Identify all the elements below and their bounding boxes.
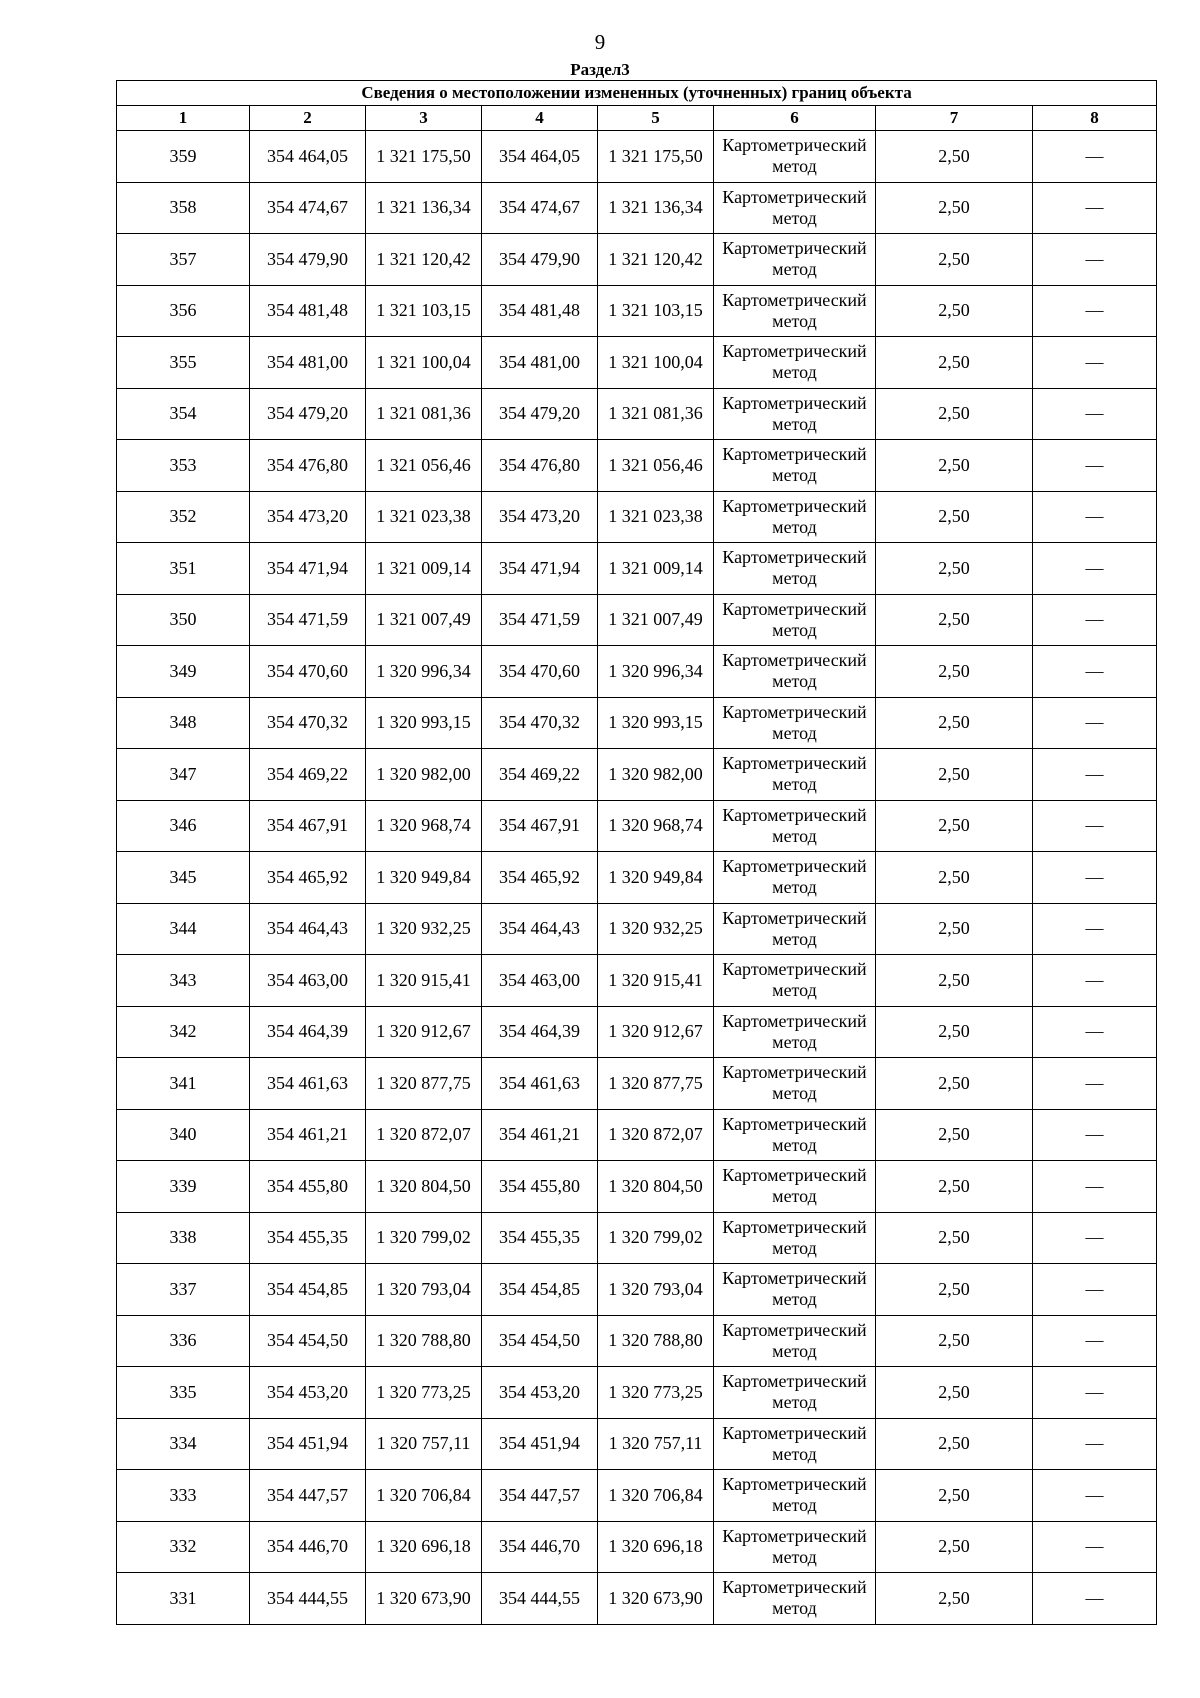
description-cell: — bbox=[1033, 749, 1157, 801]
y-old-cell: 1 320 773,25 bbox=[366, 1367, 482, 1419]
description-cell: — bbox=[1033, 182, 1157, 234]
y-new-cell: 1 321 081,36 bbox=[598, 388, 714, 440]
method-cell: Картометрический метод bbox=[714, 1109, 876, 1161]
accuracy-cell: 2,50 bbox=[876, 800, 1033, 852]
table-row bbox=[117, 285, 1157, 337]
section-title: Раздел3 bbox=[570, 60, 630, 79]
description-cell: — bbox=[1033, 594, 1157, 646]
accuracy-cell: 2,50 bbox=[876, 131, 1033, 183]
accuracy-cell: 2,50 bbox=[876, 697, 1033, 749]
y-new-cell: 1 320 872,07 bbox=[598, 1109, 714, 1161]
x-old-cell: 354 463,00 bbox=[250, 955, 366, 1007]
point-number-cell: 345 bbox=[117, 852, 250, 904]
method-cell: Картометрический метод bbox=[714, 1161, 876, 1213]
accuracy-cell: 2,50 bbox=[876, 955, 1033, 1007]
y-old-cell: 1 320 673,90 bbox=[366, 1573, 482, 1625]
y-new-cell: 1 320 799,02 bbox=[598, 1212, 714, 1264]
x-old-cell: 354 464,05 bbox=[250, 131, 366, 183]
method-cell: Картометрический метод bbox=[714, 388, 876, 440]
method-cell: Картометрический метод bbox=[714, 1264, 876, 1316]
y-new-cell: 1 320 773,25 bbox=[598, 1367, 714, 1419]
x-old-cell: 354 476,80 bbox=[250, 440, 366, 492]
table-row bbox=[117, 800, 1157, 852]
column-number-header: 8 bbox=[1033, 106, 1157, 131]
y-new-cell: 1 321 100,04 bbox=[598, 337, 714, 389]
y-old-cell: 1 320 996,34 bbox=[366, 646, 482, 698]
accuracy-cell: 2,50 bbox=[876, 1573, 1033, 1625]
x-new-cell: 354 461,63 bbox=[482, 1058, 598, 1110]
point-number-cell: 355 bbox=[117, 337, 250, 389]
method-cell: Картометрический метод bbox=[714, 234, 876, 286]
point-number-cell: 332 bbox=[117, 1521, 250, 1573]
method-cell: Картометрический метод bbox=[714, 800, 876, 852]
table-body bbox=[117, 131, 1157, 1625]
method-cell: Картометрический метод bbox=[714, 182, 876, 234]
y-new-cell: 1 321 023,38 bbox=[598, 491, 714, 543]
accuracy-cell: 2,50 bbox=[876, 543, 1033, 595]
page-number: 9 bbox=[594, 30, 606, 54]
y-old-cell: 1 320 912,67 bbox=[366, 1006, 482, 1058]
method-cell: Картометрический метод bbox=[714, 1573, 876, 1625]
x-old-cell: 354 461,63 bbox=[250, 1058, 366, 1110]
description-cell: — bbox=[1033, 388, 1157, 440]
y-old-cell: 1 321 009,14 bbox=[366, 543, 482, 595]
accuracy-cell: 2,50 bbox=[876, 646, 1033, 698]
method-cell: Картометрический метод bbox=[714, 1006, 876, 1058]
method-cell: Картометрический метод bbox=[714, 955, 876, 1007]
accuracy-cell: 2,50 bbox=[876, 285, 1033, 337]
description-cell: — bbox=[1033, 646, 1157, 698]
y-new-cell: 1 320 793,04 bbox=[598, 1264, 714, 1316]
y-new-cell: 1 320 982,00 bbox=[598, 749, 714, 801]
description-cell: — bbox=[1033, 1573, 1157, 1625]
y-old-cell: 1 321 120,42 bbox=[366, 234, 482, 286]
description-cell: — bbox=[1033, 285, 1157, 337]
x-old-cell: 354 446,70 bbox=[250, 1521, 366, 1573]
description-cell: — bbox=[1033, 852, 1157, 904]
method-cell: Картометрический метод bbox=[714, 1521, 876, 1573]
y-new-cell: 1 320 915,41 bbox=[598, 955, 714, 1007]
point-number-cell: 338 bbox=[117, 1212, 250, 1264]
y-new-cell: 1 320 673,90 bbox=[598, 1573, 714, 1625]
method-cell: Картометрический метод bbox=[714, 852, 876, 904]
point-number-cell: 339 bbox=[117, 1161, 250, 1213]
point-number-cell: 357 bbox=[117, 234, 250, 286]
method-cell: Картометрический метод bbox=[714, 646, 876, 698]
point-number-cell: 344 bbox=[117, 903, 250, 955]
x-old-cell: 354 473,20 bbox=[250, 491, 366, 543]
point-number-cell: 335 bbox=[117, 1367, 250, 1419]
table-row bbox=[117, 491, 1157, 543]
y-old-cell: 1 321 175,50 bbox=[366, 131, 482, 183]
method-cell: Картометрический метод bbox=[714, 1418, 876, 1470]
x-new-cell: 354 464,43 bbox=[482, 903, 598, 955]
table-row bbox=[117, 1212, 1157, 1264]
method-cell: Картометрический метод bbox=[714, 1058, 876, 1110]
table-row bbox=[117, 1521, 1157, 1573]
y-old-cell: 1 321 100,04 bbox=[366, 337, 482, 389]
x-old-cell: 354 451,94 bbox=[250, 1418, 366, 1470]
method-cell: Картометрический метод bbox=[714, 697, 876, 749]
x-old-cell: 354 455,80 bbox=[250, 1161, 366, 1213]
x-old-cell: 354 469,22 bbox=[250, 749, 366, 801]
y-new-cell: 1 320 932,25 bbox=[598, 903, 714, 955]
description-cell: — bbox=[1033, 1058, 1157, 1110]
method-cell: Картометрический метод bbox=[714, 440, 876, 492]
y-old-cell: 1 320 993,15 bbox=[366, 697, 482, 749]
y-old-cell: 1 320 804,50 bbox=[366, 1161, 482, 1213]
y-old-cell: 1 320 949,84 bbox=[366, 852, 482, 904]
accuracy-cell: 2,50 bbox=[876, 1161, 1033, 1213]
x-new-cell: 354 463,00 bbox=[482, 955, 598, 1007]
point-number-cell: 334 bbox=[117, 1418, 250, 1470]
accuracy-cell: 2,50 bbox=[876, 1058, 1033, 1110]
y-new-cell: 1 320 757,11 bbox=[598, 1418, 714, 1470]
accuracy-cell: 2,50 bbox=[876, 1109, 1033, 1161]
table-row bbox=[117, 337, 1157, 389]
x-new-cell: 354 481,00 bbox=[482, 337, 598, 389]
x-new-cell: 354 473,20 bbox=[482, 491, 598, 543]
method-cell: Картометрический метод bbox=[714, 594, 876, 646]
x-new-cell: 354 461,21 bbox=[482, 1109, 598, 1161]
table-row bbox=[117, 903, 1157, 955]
x-new-cell: 354 451,94 bbox=[482, 1418, 598, 1470]
column-number-header: 7 bbox=[876, 106, 1033, 131]
column-number-header: 6 bbox=[714, 106, 876, 131]
point-number-cell: 352 bbox=[117, 491, 250, 543]
y-old-cell: 1 321 007,49 bbox=[366, 594, 482, 646]
y-old-cell: 1 320 932,25 bbox=[366, 903, 482, 955]
y-old-cell: 1 321 081,36 bbox=[366, 388, 482, 440]
x-new-cell: 354 454,85 bbox=[482, 1264, 598, 1316]
x-new-cell: 354 464,39 bbox=[482, 1006, 598, 1058]
point-number-cell: 337 bbox=[117, 1264, 250, 1316]
x-old-cell: 354 471,94 bbox=[250, 543, 366, 595]
x-old-cell: 354 470,60 bbox=[250, 646, 366, 698]
boundary-coordinates-table bbox=[116, 80, 1157, 1625]
x-new-cell: 354 481,48 bbox=[482, 285, 598, 337]
column-number-header: 1 bbox=[117, 106, 250, 131]
y-old-cell: 1 320 968,74 bbox=[366, 800, 482, 852]
y-old-cell: 1 321 136,34 bbox=[366, 182, 482, 234]
x-new-cell: 354 454,50 bbox=[482, 1315, 598, 1367]
x-old-cell: 354 470,32 bbox=[250, 697, 366, 749]
point-number-cell: 359 bbox=[117, 131, 250, 183]
description-cell: — bbox=[1033, 1470, 1157, 1522]
accuracy-cell: 2,50 bbox=[876, 1521, 1033, 1573]
description-cell: — bbox=[1033, 131, 1157, 183]
x-old-cell: 354 461,21 bbox=[250, 1109, 366, 1161]
accuracy-cell: 2,50 bbox=[876, 440, 1033, 492]
accuracy-cell: 2,50 bbox=[876, 1264, 1033, 1316]
y-new-cell: 1 321 007,49 bbox=[598, 594, 714, 646]
y-new-cell: 1 320 968,74 bbox=[598, 800, 714, 852]
y-new-cell: 1 320 804,50 bbox=[598, 1161, 714, 1213]
table-row bbox=[117, 1109, 1157, 1161]
x-new-cell: 354 465,92 bbox=[482, 852, 598, 904]
y-old-cell: 1 321 056,46 bbox=[366, 440, 482, 492]
x-old-cell: 354 471,59 bbox=[250, 594, 366, 646]
y-new-cell: 1 321 009,14 bbox=[598, 543, 714, 595]
accuracy-cell: 2,50 bbox=[876, 1367, 1033, 1419]
x-new-cell: 354 444,55 bbox=[482, 1573, 598, 1625]
table-row bbox=[117, 697, 1157, 749]
point-number-cell: 348 bbox=[117, 697, 250, 749]
x-old-cell: 354 454,85 bbox=[250, 1264, 366, 1316]
point-number-cell: 343 bbox=[117, 955, 250, 1007]
accuracy-cell: 2,50 bbox=[876, 749, 1033, 801]
accuracy-cell: 2,50 bbox=[876, 903, 1033, 955]
x-new-cell: 354 470,32 bbox=[482, 697, 598, 749]
table-row bbox=[117, 1264, 1157, 1316]
description-cell: — bbox=[1033, 1109, 1157, 1161]
x-new-cell: 354 455,35 bbox=[482, 1212, 598, 1264]
x-new-cell: 354 464,05 bbox=[482, 131, 598, 183]
y-old-cell: 1 320 915,41 bbox=[366, 955, 482, 1007]
accuracy-cell: 2,50 bbox=[876, 1418, 1033, 1470]
description-cell: — bbox=[1033, 1418, 1157, 1470]
accuracy-cell: 2,50 bbox=[876, 388, 1033, 440]
x-old-cell: 354 479,90 bbox=[250, 234, 366, 286]
accuracy-cell: 2,50 bbox=[876, 491, 1033, 543]
table-row bbox=[117, 594, 1157, 646]
x-new-cell: 354 471,94 bbox=[482, 543, 598, 595]
x-old-cell: 354 474,67 bbox=[250, 182, 366, 234]
x-old-cell: 354 464,39 bbox=[250, 1006, 366, 1058]
table-row bbox=[117, 955, 1157, 1007]
method-cell: Картометрический метод bbox=[714, 1367, 876, 1419]
point-number-cell: 342 bbox=[117, 1006, 250, 1058]
description-cell: — bbox=[1033, 1315, 1157, 1367]
method-cell: Картометрический метод bbox=[714, 285, 876, 337]
table-row bbox=[117, 388, 1157, 440]
point-number-cell: 353 bbox=[117, 440, 250, 492]
y-old-cell: 1 320 757,11 bbox=[366, 1418, 482, 1470]
description-cell: — bbox=[1033, 1367, 1157, 1419]
table-row bbox=[117, 1315, 1157, 1367]
table-row bbox=[117, 234, 1157, 286]
point-number-cell: 350 bbox=[117, 594, 250, 646]
table-row bbox=[117, 1161, 1157, 1213]
table-row bbox=[117, 1058, 1157, 1110]
x-old-cell: 354 481,00 bbox=[250, 337, 366, 389]
point-number-cell: 341 bbox=[117, 1058, 250, 1110]
x-new-cell: 354 474,67 bbox=[482, 182, 598, 234]
accuracy-cell: 2,50 bbox=[876, 594, 1033, 646]
x-old-cell: 354 467,91 bbox=[250, 800, 366, 852]
column-number-header: 5 bbox=[598, 106, 714, 131]
x-old-cell: 354 479,20 bbox=[250, 388, 366, 440]
x-new-cell: 354 446,70 bbox=[482, 1521, 598, 1573]
table-caption: Сведения о местоположении измененных (уточненных) границ объекта bbox=[117, 81, 1157, 106]
point-number-cell: 340 bbox=[117, 1109, 250, 1161]
y-new-cell: 1 320 996,34 bbox=[598, 646, 714, 698]
accuracy-cell: 2,50 bbox=[876, 1212, 1033, 1264]
table-row bbox=[117, 440, 1157, 492]
description-cell: — bbox=[1033, 543, 1157, 595]
table-row bbox=[117, 852, 1157, 904]
y-new-cell: 1 320 877,75 bbox=[598, 1058, 714, 1110]
x-old-cell: 354 464,43 bbox=[250, 903, 366, 955]
method-cell: Картометрический метод bbox=[714, 749, 876, 801]
method-cell: Картометрический метод bbox=[714, 1470, 876, 1522]
y-new-cell: 1 321 056,46 bbox=[598, 440, 714, 492]
x-old-cell: 354 454,50 bbox=[250, 1315, 366, 1367]
description-cell: — bbox=[1033, 1264, 1157, 1316]
table-row bbox=[117, 1470, 1157, 1522]
x-new-cell: 354 453,20 bbox=[482, 1367, 598, 1419]
x-new-cell: 354 447,57 bbox=[482, 1470, 598, 1522]
description-cell: — bbox=[1033, 955, 1157, 1007]
point-number-cell: 333 bbox=[117, 1470, 250, 1522]
y-old-cell: 1 321 023,38 bbox=[366, 491, 482, 543]
method-cell: Картометрический метод bbox=[714, 1315, 876, 1367]
y-new-cell: 1 321 136,34 bbox=[598, 182, 714, 234]
accuracy-cell: 2,50 bbox=[876, 1315, 1033, 1367]
x-old-cell: 354 453,20 bbox=[250, 1367, 366, 1419]
x-new-cell: 354 455,80 bbox=[482, 1161, 598, 1213]
accuracy-cell: 2,50 bbox=[876, 1006, 1033, 1058]
table-row bbox=[117, 543, 1157, 595]
y-new-cell: 1 321 120,42 bbox=[598, 234, 714, 286]
y-new-cell: 1 320 949,84 bbox=[598, 852, 714, 904]
x-old-cell: 354 481,48 bbox=[250, 285, 366, 337]
point-number-cell: 358 bbox=[117, 182, 250, 234]
point-number-cell: 331 bbox=[117, 1573, 250, 1625]
column-number-header: 4 bbox=[482, 106, 598, 131]
method-cell: Картометрический метод bbox=[714, 1212, 876, 1264]
method-cell: Картометрический метод bbox=[714, 131, 876, 183]
y-new-cell: 1 321 175,50 bbox=[598, 131, 714, 183]
accuracy-cell: 2,50 bbox=[876, 852, 1033, 904]
y-old-cell: 1 320 788,80 bbox=[366, 1315, 482, 1367]
description-cell: — bbox=[1033, 800, 1157, 852]
method-cell: Картометрический метод bbox=[714, 337, 876, 389]
y-new-cell: 1 320 912,67 bbox=[598, 1006, 714, 1058]
table-row bbox=[117, 1418, 1157, 1470]
description-cell: — bbox=[1033, 1161, 1157, 1213]
column-number-row bbox=[117, 106, 1157, 131]
point-number-cell: 347 bbox=[117, 749, 250, 801]
y-old-cell: 1 320 877,75 bbox=[366, 1058, 482, 1110]
table-row bbox=[117, 749, 1157, 801]
accuracy-cell: 2,50 bbox=[876, 1470, 1033, 1522]
point-number-cell: 351 bbox=[117, 543, 250, 595]
table-row bbox=[117, 646, 1157, 698]
point-number-cell: 356 bbox=[117, 285, 250, 337]
x-old-cell: 354 447,57 bbox=[250, 1470, 366, 1522]
method-cell: Картометрический метод bbox=[714, 903, 876, 955]
x-new-cell: 354 467,91 bbox=[482, 800, 598, 852]
column-number-header: 2 bbox=[250, 106, 366, 131]
description-cell: — bbox=[1033, 1212, 1157, 1264]
table-row bbox=[117, 1006, 1157, 1058]
description-cell: — bbox=[1033, 337, 1157, 389]
x-new-cell: 354 470,60 bbox=[482, 646, 598, 698]
x-old-cell: 354 444,55 bbox=[250, 1573, 366, 1625]
description-cell: — bbox=[1033, 234, 1157, 286]
y-old-cell: 1 320 982,00 bbox=[366, 749, 482, 801]
point-number-cell: 354 bbox=[117, 388, 250, 440]
description-cell: — bbox=[1033, 491, 1157, 543]
x-old-cell: 354 465,92 bbox=[250, 852, 366, 904]
y-new-cell: 1 320 788,80 bbox=[598, 1315, 714, 1367]
x-new-cell: 354 471,59 bbox=[482, 594, 598, 646]
y-new-cell: 1 320 993,15 bbox=[598, 697, 714, 749]
accuracy-cell: 2,50 bbox=[876, 234, 1033, 286]
description-cell: — bbox=[1033, 1006, 1157, 1058]
x-new-cell: 354 469,22 bbox=[482, 749, 598, 801]
column-number-header: 3 bbox=[366, 106, 482, 131]
accuracy-cell: 2,50 bbox=[876, 182, 1033, 234]
x-new-cell: 354 476,80 bbox=[482, 440, 598, 492]
description-cell: — bbox=[1033, 1521, 1157, 1573]
x-old-cell: 354 455,35 bbox=[250, 1212, 366, 1264]
y-old-cell: 1 321 103,15 bbox=[366, 285, 482, 337]
y-old-cell: 1 320 793,04 bbox=[366, 1264, 482, 1316]
x-new-cell: 354 479,90 bbox=[482, 234, 598, 286]
description-cell: — bbox=[1033, 440, 1157, 492]
method-cell: Картометрический метод bbox=[714, 491, 876, 543]
point-number-cell: 346 bbox=[117, 800, 250, 852]
y-new-cell: 1 321 103,15 bbox=[598, 285, 714, 337]
table-row bbox=[117, 1367, 1157, 1419]
table-row bbox=[117, 1573, 1157, 1625]
description-cell: — bbox=[1033, 697, 1157, 749]
y-old-cell: 1 320 872,07 bbox=[366, 1109, 482, 1161]
point-number-cell: 349 bbox=[117, 646, 250, 698]
y-old-cell: 1 320 799,02 bbox=[366, 1212, 482, 1264]
x-new-cell: 354 479,20 bbox=[482, 388, 598, 440]
accuracy-cell: 2,50 bbox=[876, 337, 1033, 389]
y-old-cell: 1 320 706,84 bbox=[366, 1470, 482, 1522]
y-new-cell: 1 320 706,84 bbox=[598, 1470, 714, 1522]
table-row bbox=[117, 131, 1157, 183]
method-cell: Картометрический метод bbox=[714, 543, 876, 595]
point-number-cell: 336 bbox=[117, 1315, 250, 1367]
y-old-cell: 1 320 696,18 bbox=[366, 1521, 482, 1573]
table-row bbox=[117, 182, 1157, 234]
description-cell: — bbox=[1033, 903, 1157, 955]
y-new-cell: 1 320 696,18 bbox=[598, 1521, 714, 1573]
